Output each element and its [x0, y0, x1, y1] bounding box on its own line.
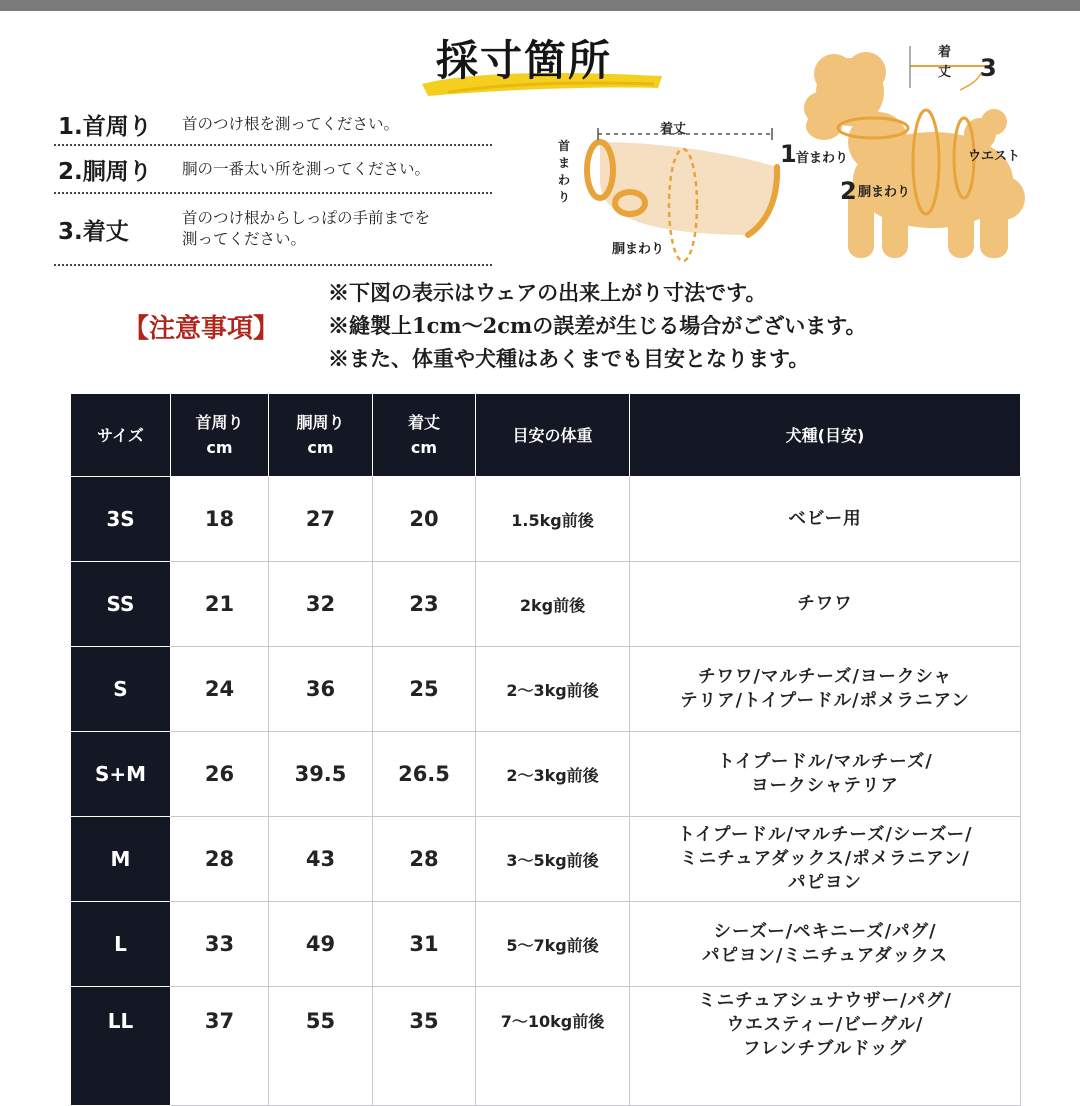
- measurement-desc: 首のつけ根からしっぽの手前までを 測ってください。: [182, 209, 431, 248]
- header-breed: 犬種(目安): [630, 394, 1021, 477]
- cell-weight: 2～3kg前後: [476, 732, 630, 817]
- cell-size: S+M: [71, 732, 171, 817]
- cell-breed: トイプードル/マルチーズ/ ヨークシャテリア: [630, 732, 1021, 817]
- cell-body: 32: [269, 562, 373, 647]
- header-size: サイズ: [71, 394, 171, 477]
- cell-neck: 21: [171, 562, 269, 647]
- cell-weight: 2～3kg前後: [476, 647, 630, 732]
- measurement-item-neck: [54, 104, 492, 146]
- cell-size: 3S: [71, 477, 171, 562]
- table-row: [71, 562, 1021, 647]
- table-header-row: [71, 394, 1021, 477]
- header-length: 着丈 cm: [373, 394, 476, 477]
- notice-line: ※また、体重や犬種はあくまでも目安となります。: [328, 346, 810, 371]
- measurement-name: 3.着丈: [58, 218, 129, 245]
- cell-neck: 24: [171, 647, 269, 732]
- cell-length: 23: [373, 562, 476, 647]
- cell-size: L: [71, 902, 171, 987]
- measurement-diagram: [548, 30, 1048, 268]
- cell-breed: ベビー用: [630, 477, 1021, 562]
- size-table: [70, 393, 1021, 1106]
- cell-length: 31: [373, 902, 476, 987]
- cell-breed: チワワ/マルチーズ/ヨークシャ テリア/トイプードル/ポメラニアン: [630, 647, 1021, 732]
- measurement-name: 1.首周り: [58, 113, 152, 140]
- dog-body-label: 胴まわり: [858, 185, 911, 200]
- cell-weight: 7～10kg前後: [476, 987, 630, 1106]
- cell-neck: 28: [171, 817, 269, 902]
- cell-length: 25: [373, 647, 476, 732]
- cell-weight: 5～7kg前後: [476, 902, 630, 987]
- cell-body: 36: [269, 647, 373, 732]
- header-neck: 首周り cm: [171, 394, 269, 477]
- measurement-desc: 胴の一番太い所を測ってください。: [182, 159, 431, 178]
- cell-breed: シーズー/ペキニーズ/パグ/ パピヨン/ミニチュアダックス: [630, 902, 1021, 987]
- header-body: 胴周り cm: [269, 394, 373, 477]
- header-weight: 目安の体重: [476, 394, 630, 477]
- cell-breed: トイプードル/マルチーズ/シーズー/ ミニチュアダックス/ポメラニアン/ パピヨン: [630, 817, 1021, 902]
- cell-neck: 18: [171, 477, 269, 562]
- dog-length-label-char: 丈: [938, 65, 952, 80]
- measurement-item-length: [54, 194, 492, 266]
- cell-length: 26.5: [373, 732, 476, 817]
- garment-neck-label-char: ま: [558, 156, 571, 170]
- cell-body: 27: [269, 477, 373, 562]
- notice-label: 【注意事項】: [123, 314, 280, 344]
- dog-waist-label: ウエスト: [968, 149, 1021, 164]
- table-row: [71, 647, 1021, 732]
- garment-length-label: 着丈: [660, 122, 687, 137]
- notice-lines: [328, 276, 867, 375]
- notice-line: ※下図の表示はウェアの出来上がり寸法です。: [328, 280, 767, 305]
- cell-weight: 2kg前後: [476, 562, 630, 647]
- cell-body: 39.5: [269, 732, 373, 817]
- garment-illustration: [558, 121, 777, 261]
- garment-neck-label-char: り: [558, 190, 571, 204]
- garment-neck-label-char: 首: [558, 139, 571, 153]
- cell-neck: 26: [171, 732, 269, 817]
- cell-body: 49: [269, 902, 373, 987]
- dog-neck-label: 首まわり: [796, 151, 849, 166]
- cell-body: 55: [269, 987, 373, 1106]
- cell-weight: 3～5kg前後: [476, 817, 630, 902]
- cell-breed: ミニチュアシュナウザー/パグ/ ウエスティー/ビーグル/ フレンチブルドッグ: [630, 987, 1021, 1106]
- measurement-list: [54, 104, 492, 266]
- cell-neck: 37: [171, 987, 269, 1106]
- measurement-item-body: [54, 146, 492, 194]
- dog-length-label-char: 着: [938, 45, 952, 60]
- cell-size: M: [71, 817, 171, 902]
- top-bar: [0, 0, 1080, 11]
- table-row: [71, 987, 1021, 1106]
- cell-length: 28: [373, 817, 476, 902]
- cell-size: SS: [71, 562, 171, 647]
- measurement-name: 2.胴周り: [58, 158, 152, 185]
- measurement-desc: 首のつけ根を測ってください。: [182, 114, 400, 133]
- notice-line: ※縫製上1cm～2cmの誤差が生じる場合がございます。: [328, 313, 867, 338]
- cell-length: 20: [373, 477, 476, 562]
- table-row: [71, 817, 1021, 902]
- table-row: [71, 477, 1021, 562]
- cell-size: S: [71, 647, 171, 732]
- table-row: [71, 902, 1021, 987]
- cell-length: 35: [373, 987, 476, 1106]
- cell-body: 43: [269, 817, 373, 902]
- page-title: 採寸箇所: [436, 36, 613, 85]
- cell-breed: チワワ: [630, 562, 1021, 647]
- garment-neck-label-char: わ: [558, 173, 571, 187]
- dog-body-number: 2: [840, 177, 857, 205]
- garment-body-label: 胴まわり: [612, 242, 665, 257]
- dog-neck-number: 1: [780, 140, 797, 168]
- cell-size: LL: [71, 987, 171, 1106]
- cell-weight: 1.5kg前後: [476, 477, 630, 562]
- table-row: [71, 732, 1021, 817]
- dog-length-number: 3: [980, 54, 997, 82]
- cell-neck: 33: [171, 902, 269, 987]
